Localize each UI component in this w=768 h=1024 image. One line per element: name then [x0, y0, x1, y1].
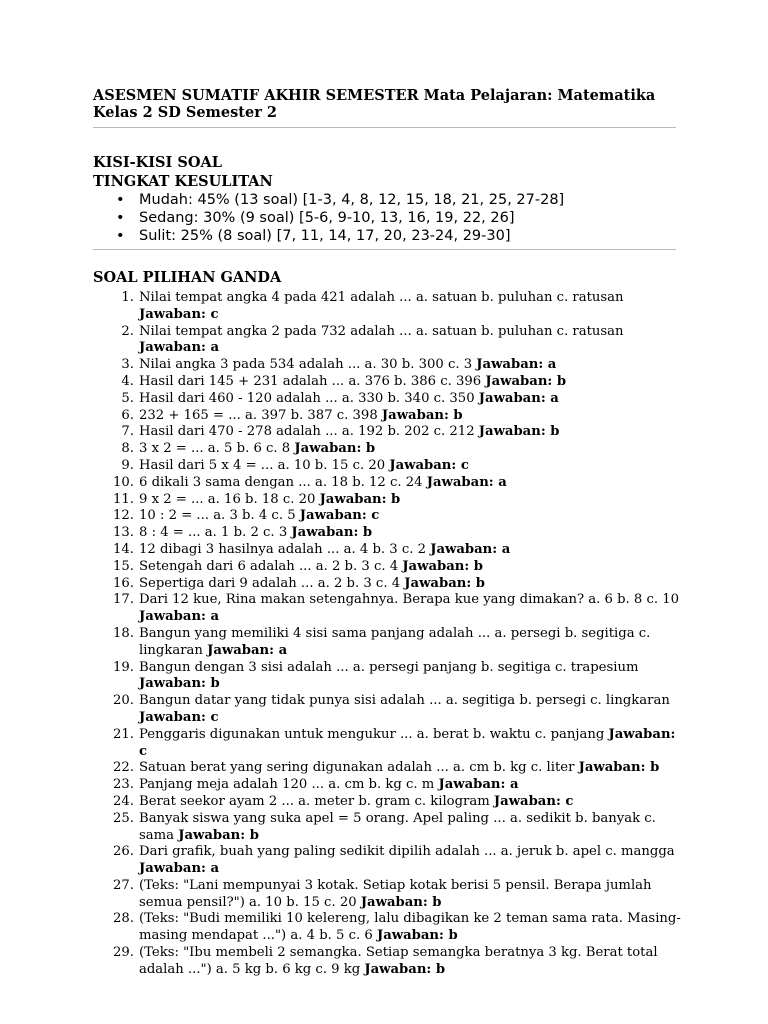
- question-item: [93, 391, 681, 408]
- question-answer: Jawaban: b: [485, 373, 567, 389]
- question-item: [93, 760, 681, 777]
- question-answer: Jawaban: b: [478, 424, 560, 440]
- question-text: Hasil dari 145 + 231 adalah ... a. 376 b. 386 c. 396: [139, 373, 486, 389]
- question-item: [93, 441, 681, 458]
- question-number: 21.: [113, 726, 134, 742]
- question-number: 25.: [113, 810, 134, 826]
- question-item: [93, 424, 681, 441]
- question-text: Dari grafik, buah yang paling sedikit dipilih adalah ... a. jeruk b. apel c. mangga: [139, 844, 675, 860]
- question-answer: Jawaban: a: [476, 357, 557, 373]
- question-text: 232 + 165 = ... a. 397 b. 387 c. 398: [139, 407, 382, 423]
- question-number: 10.: [113, 474, 134, 490]
- question-item: [93, 911, 681, 945]
- question-item: [93, 878, 681, 912]
- question-text: Dari 12 kue, Rina makan setengahnya. Berapa kue yang dimakan? a. 6 b. 8 c. 10: [139, 592, 680, 608]
- question-answer: Jawaban: a: [430, 541, 511, 557]
- question-item: [93, 727, 681, 761]
- question-item: [93, 660, 681, 694]
- difficulty-list: [93, 191, 564, 245]
- question-answer: Jawaban: a: [139, 609, 220, 625]
- question-text: Banyak siswa yang suka apel = 5 orang. Apel paling ... a. sedikit b. banyak c. sama: [139, 810, 656, 843]
- question-text: Bangun dengan 3 sisi adalah ... a. persegi panjang b. segitiga c. trapesium: [139, 659, 639, 675]
- question-number: 11.: [113, 491, 134, 507]
- question-answer: Jawaban: c: [139, 709, 219, 725]
- question-answer: Jawaban: b: [178, 827, 259, 843]
- question-item: [93, 559, 681, 576]
- question-answer: Jawaban: a: [426, 474, 507, 490]
- question-number: 9.: [121, 457, 134, 473]
- question-answer: Jawaban: a: [438, 777, 519, 793]
- question-answer: Jawaban: c: [493, 793, 574, 809]
- question-number: 5.: [121, 390, 134, 406]
- question-item: [93, 324, 681, 358]
- question-text: Bangun datar yang tidak punya sisi adalah ... a. segitiga b. persegi c. lingkaran: [139, 693, 670, 709]
- question-number: 16.: [113, 575, 134, 591]
- question-number: 20.: [113, 693, 134, 709]
- question-item: [93, 458, 681, 475]
- question-text: (Teks: "Lani mempunyai 3 kotak. Setiap kotak berisi 5 pensil. Berapa jumlah semua pensil?") a. 10 b. 15 c. 20: [139, 877, 652, 910]
- question-text: 10 : 2 = ... a. 3 b. 4 c. 5: [139, 508, 300, 524]
- question-number: 6.: [121, 407, 134, 423]
- question-text: (Teks: "Budi memiliki 10 kelereng, lalu dibagikan ke 2 teman sama rata. Masing-masing mendapat ...") a. 4 b. 5 c. 6: [139, 911, 681, 944]
- question-answer: Jawaban: a: [139, 340, 220, 356]
- question-text: Bangun yang memiliki 4 sisi sama panjang adalah ... a. persegi b. segitiga c. lingkaran: [139, 625, 651, 658]
- question-answer: Jawaban: b: [404, 575, 486, 591]
- question-answer: Jawaban: b: [364, 961, 446, 977]
- question-number: 8.: [121, 441, 134, 457]
- question-text: Hasil dari 5 x 4 = ... a. 10 b. 15 c. 20: [139, 457, 390, 473]
- question-item: [93, 408, 681, 425]
- question-text: Hasil dari 470 - 278 adalah ... a. 192 b. 202 c. 212: [139, 424, 479, 440]
- question-answer: Jawaban: b: [381, 407, 463, 423]
- question-number: 27.: [113, 877, 134, 893]
- question-item: [93, 693, 681, 727]
- question-item: [93, 794, 681, 811]
- question-number: 22.: [113, 760, 134, 776]
- tingkat-heading: TINGKAT KESULITAN: [93, 173, 273, 190]
- question-number: 29.: [113, 945, 134, 961]
- question-item: [93, 777, 681, 794]
- question-number: 13.: [113, 525, 134, 541]
- question-text: Satuan berat yang sering digunakan adalah ... a. cm b. kg c. liter: [139, 760, 579, 776]
- question-answer: Jawaban: c: [389, 457, 469, 473]
- question-text: Penggaris digunakan untuk mengukur ... a. berat b. waktu c. panjang: [139, 726, 609, 742]
- question-answer: Jawaban: b: [291, 525, 373, 541]
- question-text: 8 : 4 = ... a. 1 b. 2 c. 3: [139, 525, 292, 541]
- question-item: [93, 290, 681, 324]
- question-text: Sepertiga dari 9 adalah ... a. 2 b. 3 c. 4: [139, 575, 405, 591]
- question-text: 12 dibagi 3 hasilnya adalah ... a. 4 b. 3 c. 2: [139, 541, 431, 557]
- question-number: 28.: [113, 911, 134, 927]
- pilihan-ganda-heading: SOAL PILIHAN GANDA: [93, 269, 282, 286]
- question-number: 12.: [113, 508, 134, 524]
- question-answer: Jawaban: c: [139, 726, 676, 759]
- question-text: Nilai angka 3 pada 534 adalah ... a. 30 b. 300 c. 3: [139, 357, 477, 373]
- question-answer: Jawaban: b: [294, 441, 376, 457]
- question-text: 9 x 2 = ... a. 16 b. 18 c. 20: [139, 491, 320, 507]
- question-item: [93, 357, 681, 374]
- question-text: Hasil dari 460 - 120 adalah ... a. 330 b. 340 c. 350: [139, 390, 479, 406]
- question-text: Setengah dari 6 adalah ... a. 2 b. 3 c. 4: [139, 558, 403, 574]
- question-answer: Jawaban: b: [402, 558, 484, 574]
- difficulty-item-mudah: • Mudah: 45% (13 soal) [1-3, 4, 8, 12, 15, 18, 21, 25, 27-28]: [93, 191, 564, 209]
- divider-middle: [93, 249, 676, 250]
- question-text: Panjang meja adalah 120 ... a. cm b. kg c. m: [139, 777, 439, 793]
- question-number: 19.: [113, 659, 134, 675]
- divider-top: [93, 127, 676, 128]
- question-number: 24.: [113, 793, 134, 809]
- question-item: [93, 508, 681, 525]
- question-text: 3 x 2 = ... a. 5 b. 6 c. 8: [139, 441, 295, 457]
- question-text: Nilai tempat angka 2 pada 732 adalah ... a. satuan b. puluhan c. ratusan: [139, 323, 624, 339]
- question-list: [93, 290, 681, 979]
- question-item: [93, 525, 681, 542]
- question-number: 4.: [121, 373, 134, 389]
- question-item: [93, 592, 681, 626]
- question-number: 18.: [113, 625, 134, 641]
- question-item: [93, 492, 681, 509]
- question-item: [93, 374, 681, 391]
- question-answer: Jawaban: a: [139, 861, 220, 877]
- question-number: 15.: [113, 558, 134, 574]
- question-answer: Jawaban: a: [478, 390, 559, 406]
- difficulty-item-sulit: • Sulit: 25% (8 soal) [7, 11, 14, 17, 20, 23-24, 29-30]: [93, 227, 564, 245]
- question-answer: Jawaban: b: [319, 491, 401, 507]
- question-item: [93, 626, 681, 660]
- question-answer: Jawaban: b: [578, 760, 660, 776]
- question-text: Berat seekor ayam 2 ... a. meter b. gram c. kilogram: [139, 793, 494, 809]
- question-text: Nilai tempat angka 4 pada 421 adalah ... a. satuan b. puluhan c. ratusan: [139, 290, 624, 305]
- question-answer: Jawaban: b: [376, 928, 458, 944]
- document-title: ASESMEN SUMATIF AKHIR SEMESTER Mata Pelajaran: Matematika Kelas 2 SD Semester 2: [93, 87, 656, 121]
- question-answer: Jawaban: b: [360, 894, 442, 910]
- question-item: [93, 475, 681, 492]
- question-number: 26.: [113, 844, 134, 860]
- question-number: 17.: [113, 592, 134, 608]
- question-number: 2.: [121, 323, 134, 339]
- question-answer: Jawaban: a: [207, 642, 288, 658]
- question-answer: Jawaban: b: [139, 676, 220, 692]
- question-number: 3.: [121, 357, 134, 373]
- question-item: [93, 811, 681, 845]
- question-item: [93, 542, 681, 559]
- difficulty-item-sedang: • Sedang: 30% (9 soal) [5-6, 9-10, 13, 16, 19, 22, 26]: [93, 209, 564, 227]
- question-text: (Teks: "Ibu membeli 2 semangka. Setiap semangka beratnya 3 kg. Berat total adalah ...") a. 5 kg b. 6 kg c. 9 kg: [139, 945, 658, 977]
- kisi-heading: KISI-KISI SOAL: [93, 154, 222, 171]
- question-text: 6 dikali 3 sama dengan ... a. 18 b. 12 c. 24: [139, 474, 427, 490]
- question-item: [93, 844, 681, 878]
- question-item: [93, 576, 681, 593]
- question-item: [93, 945, 681, 979]
- question-answer: Jawaban: c: [139, 306, 219, 322]
- question-answer: Jawaban: c: [299, 508, 380, 524]
- question-number: 23.: [113, 777, 134, 793]
- question-number: 14.: [113, 541, 134, 557]
- question-number: 1.: [121, 290, 134, 305]
- question-number: 7.: [121, 424, 134, 440]
